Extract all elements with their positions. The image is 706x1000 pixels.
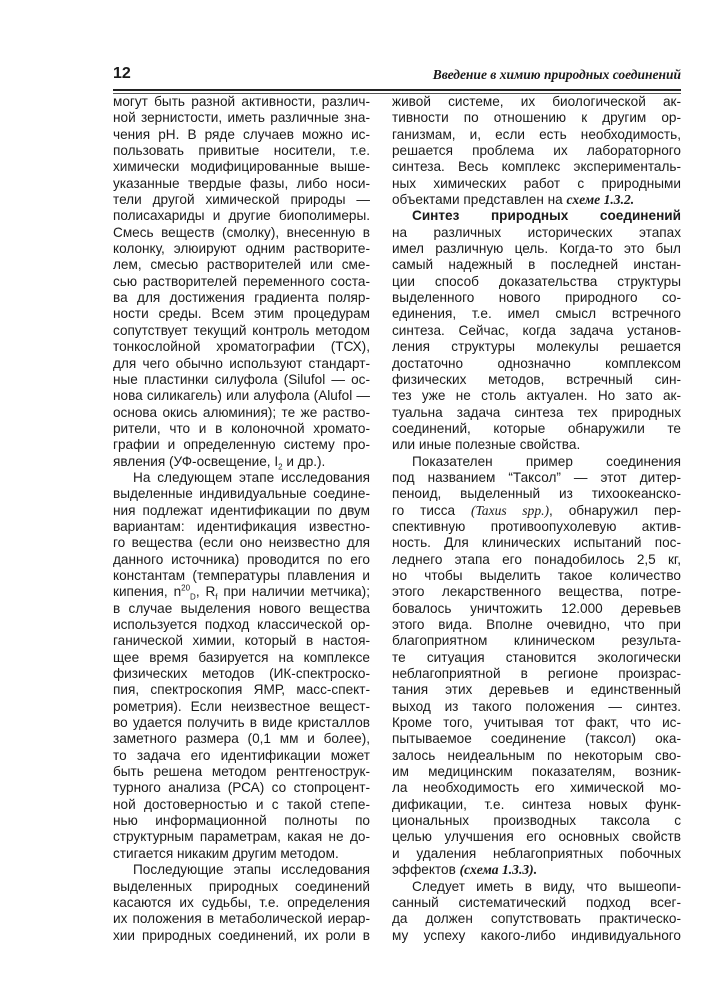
paragraph-identification (113, 470, 370, 862)
text-line: колонку, элюируют одним растворите- (113, 241, 370, 257)
text-line: основа окись алюминия); те же раство- (113, 404, 370, 420)
text-line: сопутствует текущий контроль методом (113, 322, 370, 338)
text-line: благоприятном клиническом результа- (392, 633, 681, 649)
text-line: под названием “Таксол” — этот дитер- (392, 469, 681, 485)
text-line: то задача его идентификации может (113, 747, 370, 763)
text-line: выделенного нового природного со- (392, 290, 681, 306)
text-line: пеноид, выделенный из тихоокеанско- (392, 486, 681, 502)
text-line: или иные полезные свойства. (392, 437, 581, 453)
text-line: му успеху какого-либо индивидуального (392, 927, 681, 943)
paragraph-continuation (392, 94, 681, 208)
text-line: ганизмам, и, если есть необходимость, (392, 126, 681, 142)
text-line: щее время базируется на комплексе (113, 649, 370, 665)
text-line: им медицинским показателям, возник- (392, 764, 681, 780)
text-line: ции способ доказательства структуры (392, 273, 681, 289)
text-line: самый надежный в последней инстан- (392, 257, 681, 273)
page-number: 12 (113, 65, 131, 82)
text-line: леднего этапа его понадобилось 2,5 кг, (392, 551, 681, 567)
text-line: быть решена методом рентгенострук- (113, 764, 370, 780)
text-line: Смесь веществ (смолку), внесенную в (113, 224, 370, 240)
text-line: спективную противоопухолевую актив- (392, 518, 681, 534)
text-line: решается проблема их лабораторного (392, 143, 681, 159)
text-line: тания этих деревьев и единственный (392, 682, 681, 698)
text-line: ва для достижения градиента поляр- (113, 290, 370, 306)
text-line: могут быть разной активности, различ- (113, 94, 370, 109)
text-line: в случае выделения нового вещества (113, 600, 370, 616)
text-line: указанные твердые фазы, либо носи- (113, 175, 370, 191)
text-line: эффектов (схема 1.3.3). (392, 862, 538, 878)
text-line: физических методов (ИК-спектроско- (113, 666, 370, 682)
text-line: их положения в метаболической иерар- (113, 911, 370, 927)
text-line: чения pH. В ряде случаев можно ис- (113, 126, 370, 142)
text-line: ной зернистости, иметь различные зна- (113, 110, 370, 126)
text-line: на различных исторических этапах (392, 224, 681, 240)
text-line: те ситуация становится экологически (392, 649, 681, 665)
text-line: ные пластинки силуфола (Silufol — ос- (113, 371, 370, 387)
text-line: пользовать привитые носители, т.е. (113, 143, 370, 159)
text-line: ности среды. Всем этим процедурам (113, 306, 370, 322)
text-line: явления (УФ-освещение, $I_2$ и др.). (113, 453, 326, 472)
text-line: го вещества (если оно неизвестно для (113, 535, 370, 551)
text-line: бовалось уничтожить 12.000 деревьев (392, 600, 681, 616)
subscript: 2 (278, 462, 283, 472)
scheme-reference: (схема 1.3.3). (459, 862, 538, 878)
text-line: нова силикагель) или алуфола (Alufol — (113, 388, 370, 404)
text-line: объектами представлен на схеме 1.3.2. (392, 192, 635, 208)
text-line: ных химических работ с природными (392, 175, 681, 191)
text-line: этого лекарственного вещества, потре- (392, 584, 681, 600)
text-line: Последующие этапы исследования (133, 862, 370, 878)
latin-name: (Taxus spp.) (470, 502, 550, 518)
text-line: сью растворителей переменного соста- (113, 273, 370, 289)
text-line: и удаления неблагоприятных побочных (392, 845, 681, 861)
text-line: хии природных соединений, их роли в (113, 927, 370, 943)
page-header (113, 64, 681, 88)
text-line: химически модифицированные выше- (113, 159, 370, 175)
text-line: залось неидеальным по некоторым сво- (392, 747, 681, 763)
text-line: пытываемое соединение (таксол) ока- (392, 731, 681, 747)
text-line: санный систематический подход всег- (392, 894, 681, 910)
scheme-reference: схеме 1.3.2. (566, 192, 635, 208)
text-line: ность. Для клинических испытаний пос- (392, 535, 681, 551)
text-line: тели другой химической природы — (113, 192, 370, 208)
text-line: данного источника) проводится по его (113, 551, 370, 567)
text-line: лем, смесью растворителей или сме- (113, 257, 370, 273)
text-line: синтеза. Сейчас, когда задача установ- (392, 322, 681, 338)
text-line: целью улучшения его основных свойств (392, 829, 681, 845)
text-line: Следует иметь в виду, что вышеопи- (412, 878, 681, 894)
text-line: используется подход классической ор- (113, 617, 370, 632)
header-rule-thick (113, 89, 681, 91)
paragraph-systematic-approach (392, 879, 681, 944)
left-column (113, 94, 370, 944)
text-line: графии и определенную систему про- (113, 437, 370, 453)
text-line: стигается никаким другим методом. (113, 845, 339, 861)
text-line: туальна задача синтеза тех природных (392, 404, 681, 420)
paragraph-synthesis (392, 208, 681, 453)
text-line: касаются их судьбы, т.е. определения (113, 894, 370, 910)
text-line: да должен сопутствовать практическо- (392, 911, 681, 927)
text-line: физических методов, встречный син- (392, 371, 681, 387)
text-line: во удается получить в виде кристаллов (113, 715, 370, 731)
text-line: рители, что и в колоночной хромато- (113, 420, 370, 436)
text-line: единения, т.е. имел смысл встречного (392, 306, 681, 322)
text-line: выделенные индивидуальные соедине- (113, 486, 370, 502)
text-line: полисахариды и другие биополимеры. (113, 208, 370, 224)
text-line: имел различную цель. Когда-то это был (392, 241, 681, 257)
text-line: для чего обычно используют стандарт- (113, 355, 370, 371)
text-line: рометрия). Если неизвестное вещест- (113, 698, 370, 714)
text-line: ла необходимость его химической мо- (392, 780, 681, 796)
right-column (392, 94, 681, 944)
text-line: выход из такого положения — синтез. (392, 698, 681, 714)
text-line: го тисса (Taxus spp.), обнаружил пер- (392, 502, 681, 518)
section-heading: Синтез природных соединений (412, 208, 681, 224)
text-line: вариантам: идентификация известно- (113, 518, 370, 534)
text-line: ной достоверностью и с такой степе- (113, 796, 370, 812)
text-line: пия, спектроскопия ЯМР, масс-спект- (113, 682, 370, 698)
text-line: заметного размера (0,1 мм и более), (113, 731, 370, 747)
text-line: константам (температуры плавления и (113, 567, 370, 583)
text-line: но чтобы выделить такое количество (392, 567, 681, 583)
paragraph-subsequent-stages (113, 862, 370, 944)
text-line: структурным параметрам, какая не до- (113, 829, 370, 845)
text-line: Показателен пример соединения (412, 453, 681, 469)
running-title: Введение в химию природных соединений (432, 67, 681, 82)
text-line: синтеза. Весь комплекс эксперименталь- (392, 159, 681, 175)
text-line: достаточно однозначно комплексом (392, 355, 681, 371)
text-line: дификации, т.е. синтеза новых функ- (392, 796, 681, 812)
text-line: этого вида. Вполне очевидно, что при (392, 617, 681, 632)
text-line: турного анализа (РСА) со стопроцент- (113, 780, 370, 796)
formula-line: кипения, $n^{20}_D$, $R_f$ при наличии метчика); (113, 583, 370, 603)
text-line: ния подлежат идентификации по двум (113, 502, 370, 518)
text-line: выделенных природных соединений (113, 878, 370, 894)
text-line: циональных производных таксола с (392, 813, 681, 829)
text-line: ганической химии, который в настоя- (113, 633, 370, 649)
paragraph-chromatography (113, 94, 370, 470)
text-line: тез уже не столь актуален. Но зато ак- (392, 388, 681, 404)
text-line: соединений, которые обнаружили те (392, 420, 681, 436)
text-line: нью информационной полноты по (113, 813, 370, 829)
text-line: На следующем этапе исследования (133, 469, 370, 485)
text-line: тонкослойной хроматографии (ТСХ), (113, 339, 370, 355)
text-line: живой системе, их биологической ак- (392, 94, 681, 109)
paragraph-taxol (392, 454, 681, 879)
text-line: Кроме того, учитывая тот факт, что ис- (392, 715, 681, 731)
text-line: тивности по отношению к другим ор- (392, 110, 681, 126)
text-line: ления структуры молекулы решается (392, 339, 681, 355)
text-line: неблагоприятной в регионе произрас- (392, 666, 681, 682)
